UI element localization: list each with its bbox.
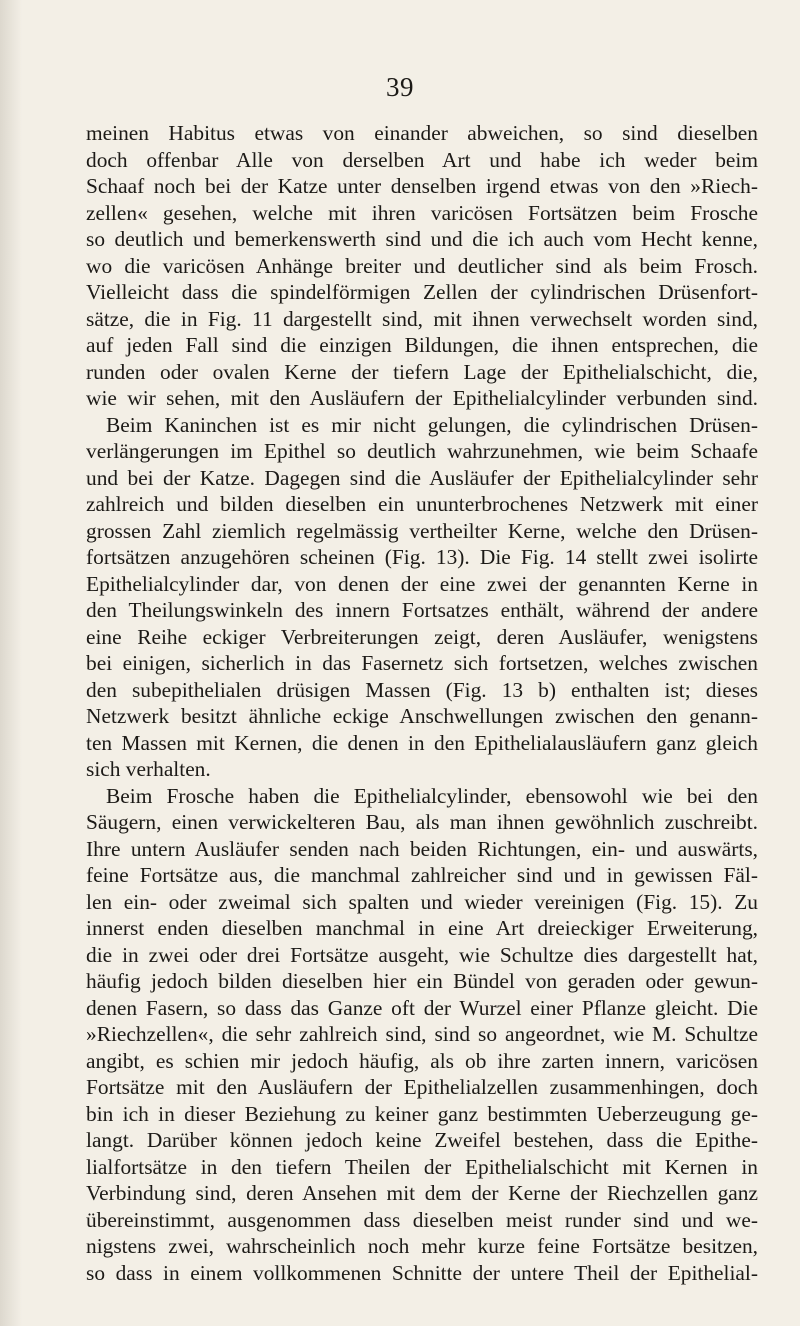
text-line: so dass in einem vollkommenen Schnitte der untere Theil der Epithelial- (86, 1260, 758, 1285)
text-line: eine Reihe eckiger Verbreiterungen zeigt, deren Ausläufer, wenigstens (86, 624, 758, 649)
text-line: Beim Kaninchen ist es mir nicht gelungen, die cylindrischen Drüsen- (106, 412, 758, 437)
text-line: bei einigen, sicherlich in das Fasernetz sich fortsetzen, welches zwischen (86, 651, 758, 675)
text-line: und bei der Katze. Dagegen sind die Ausläufer der Epithelialcylinder sehr (86, 465, 758, 490)
text-line: Verbindung sind, deren Ansehen mit dem der Kerne der Riechzellen ganz (86, 1181, 758, 1205)
text-line: Vielleicht dass die spindelförmigen Zellen der cylindrischen Drüsenfort- (86, 280, 758, 304)
page-number: 39 (386, 72, 414, 102)
text-line: sätze, die in Fig. 11 dargestellt sind, mit ihnen verwechselt worden sind, (86, 306, 758, 331)
text-line: Säugern, einen verwickelteren Bau, als man ihnen gewöhnlich zuschreibt. (86, 810, 758, 834)
text-line: innerst enden dieselben manchmal in eine Art dreieckiger Erweiterung, (86, 916, 758, 940)
text-line: häufig jedoch bilden dieselben hier ein Bündel von geraden oder gewun- (86, 969, 758, 993)
text-line: wo die varicösen Anhänge breiter und deutlicher sind als beim Frosch. (86, 253, 758, 278)
text-line: so deutlich und bemerkenswerth sind und die ich auch vom Hecht kenne, (86, 227, 758, 251)
text-line: übereinstimmt, ausgenommen dass dieselben meist runder sind und we- (86, 1207, 758, 1232)
text-line: »Riechzellen«, die sehr zahlreich sind, sind so angeordnet, wie M. Schultze (86, 1022, 758, 1046)
text-line: len ein- oder zweimal sich spalten und wieder vereinigen (Fig. 15). Zu (86, 889, 758, 914)
text-line: meinen Habitus etwas von einander abweichen, so sind dieselben (86, 121, 758, 145)
text-line: denen Fasern, so dass das Ganze oft der Wurzel einer Pflanze gleicht. Die (86, 995, 758, 1020)
text-line: lialfortsätze in den tiefern Theilen der Epithelialschicht mit Kernen in (86, 1154, 758, 1179)
text-line: runden oder ovalen Kerne der tiefern Lage der Epithelialschicht, die, (86, 359, 758, 384)
text-line: Netzwerk besitzt ähnliche eckige Anschwellungen zwischen den genann- (86, 704, 758, 728)
text-line: Epithelialcylinder dar, von denen der eine zwei der genannten Kerne in (86, 571, 758, 596)
text-line: auf jeden Fall sind die einzigen Bildungen, die ihnen entsprechen, die (86, 333, 758, 357)
page-edge-shadow (0, 0, 22, 1326)
text-line: angibt, es schien mir jedoch häufig, als ob ihre zarten innern, varicösen (86, 1048, 758, 1073)
text-line: den subepithelialen drüsigen Massen (Fig. 13 b) enthalten ist; dieses (86, 677, 758, 702)
text-line: Fortsätze mit den Ausläufern der Epithelialzellen zusammenhingen, doch (86, 1075, 758, 1099)
text-line: grossen Zahl ziemlich regelmässig vertheilter Kerne, welche den Drüsen- (86, 518, 758, 543)
text-line: langt. Darüber können jedoch keine Zweifel bestehen, dass die Epithe- (86, 1128, 758, 1152)
text-line: feine Fortsätze aus, die manchmal zahlreicher sind und in gewissen Fäl- (86, 863, 758, 887)
text-line: wie wir sehen, mit den Ausläufern der Epithelialcylinder verbunden sind. (86, 386, 758, 410)
text-line: den Theilungswinkeln des innern Fortsatzes enthält, während der andere (86, 598, 758, 622)
text-line: nigstens zwei, wahrscheinlich noch mehr kurze feine Fortsätze besitzen, (86, 1234, 758, 1258)
text-line: die in zwei oder drei Fortsätze ausgeht, wie Schultze dies dargestellt hat, (86, 942, 758, 967)
text-line: ten Massen mit Kernen, die denen in den Epithelialausläufern ganz gleich (86, 730, 758, 755)
text-line: Ihre untern Ausläufer senden nach beiden Richtungen, ein- und auswärts, (86, 836, 758, 861)
text-line: Schaaf noch bei der Katze unter denselben irgend etwas von den »Riech- (86, 174, 758, 198)
text-line: sich verhalten. (86, 757, 211, 781)
text-line: bin ich in dieser Beziehung zu keiner ganz bestimmten Ueberzeugung ge- (86, 1101, 758, 1126)
body-text (86, 120, 758, 1286)
text-line: fortsätzen anzugehören scheinen (Fig. 13). Die Fig. 14 stellt zwei isolirte (86, 545, 758, 569)
text-line: doch offenbar Alle von derselben Art und habe ich weder beim (86, 147, 758, 172)
text-line: verlängerungen im Epithel so deutlich wahrzunehmen, wie beim Schaafe (86, 439, 758, 463)
text-line: zellen« gesehen, welche mit ihren varicösen Fortsätzen beim Frosche (86, 200, 758, 225)
text-line: zahlreich und bilden dieselben ein ununterbrochenes Netzwerk mit einer (86, 492, 758, 516)
text-line: Beim Frosche haben die Epithelialcylinder, ebensowohl wie bei den (106, 783, 758, 808)
